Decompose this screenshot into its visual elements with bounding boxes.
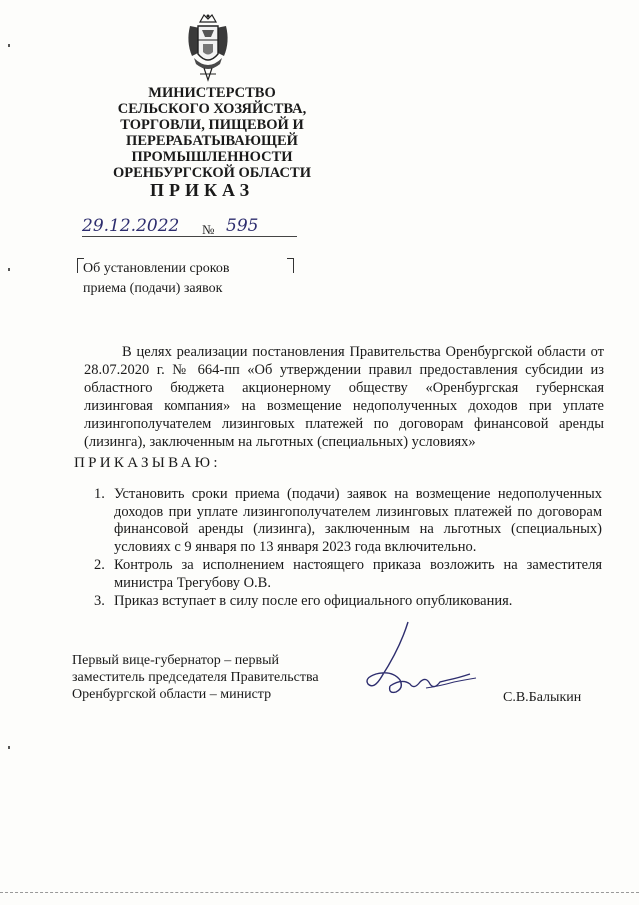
item-text: Приказ вступает в силу после его официального опубликования. xyxy=(114,593,513,609)
list-item xyxy=(88,486,602,556)
subject-bracket-right xyxy=(287,258,294,273)
ministry-line: ПЕРЕРАБАТЫВАЮЩЕЙ xyxy=(126,133,298,149)
document-type-title: ПРИКАЗ xyxy=(150,180,255,200)
order-subject xyxy=(83,259,229,299)
item-text: Установить сроки приема (подачи) заявок на возмещение недополученных доходов при уплате лизингополучателем лизинговых платежей по договорам финансовой аренды (лизинга), заключенным на льготных (специальных) условиях с 9 января по 13 января 2023 года включительно. xyxy=(114,486,602,555)
number-label: № xyxy=(202,222,215,237)
ministry-line: ПРОМЫШЛЕННОСТИ xyxy=(131,149,293,165)
order-number: 595 xyxy=(226,216,259,236)
ministry-line: ОРЕНБУРГСКОЙ ОБЛАСТИ xyxy=(113,165,311,181)
order-word: ПРИКАЗЫВАЮ: xyxy=(74,455,221,471)
signer-line: заместитель председателя Правительства xyxy=(72,670,319,685)
meta-underline xyxy=(82,236,297,237)
item-number: 2. xyxy=(94,557,105,573)
order-items xyxy=(88,486,602,612)
scan-speck xyxy=(8,44,10,47)
ministry-line: МИНИСТЕРСТВО xyxy=(148,85,276,101)
preamble-paragraph: В целях реализации постановления Правительства Оренбургской области от 28.07.2020 г. № 664-пп «Об утверждении правил предоставления субсидии из областного бюджета акционерному обществу «Оренбургская губернская лизинговая компания» на возмещение недополученных доходов при уплате лизингополучателем лизинговых платежей по договорам финансовой аренды (лизинга), заключенным на льготных (специальных) условиях» xyxy=(84,344,604,450)
item-number: 3. xyxy=(94,593,105,609)
list-item xyxy=(88,557,602,592)
ministry-line: СЕЛЬСКОГО ХОЗЯЙСТВА, xyxy=(117,101,307,117)
subject-line: приема (подачи) заявок xyxy=(83,281,223,296)
item-text: Контроль за исполнением настоящего приказа возложить на заместителя министра Трегубову О.В. xyxy=(114,557,602,591)
scan-speck xyxy=(8,268,10,271)
signee-name: С.В.Балыкин xyxy=(503,690,582,705)
scan-speck xyxy=(8,746,10,749)
order-date: 29.12.2022 xyxy=(82,216,180,236)
ministry-name xyxy=(92,85,332,181)
signer-title xyxy=(72,652,319,703)
list-item xyxy=(88,593,602,611)
item-number: 1. xyxy=(94,486,105,502)
page-edge-line xyxy=(0,892,639,893)
subject-line: Об установлении сроков xyxy=(83,261,230,276)
signer-line: Первый вице-губернатор – первый xyxy=(72,653,280,668)
coat-of-arms-emblem xyxy=(178,12,238,84)
order-meta xyxy=(82,212,302,240)
handwritten-signature xyxy=(330,618,480,713)
signer-line: Оренбургской области – министр xyxy=(72,687,272,702)
ministry-line: ТОРГОВЛИ, ПИЩЕВОЙ И xyxy=(120,117,304,133)
